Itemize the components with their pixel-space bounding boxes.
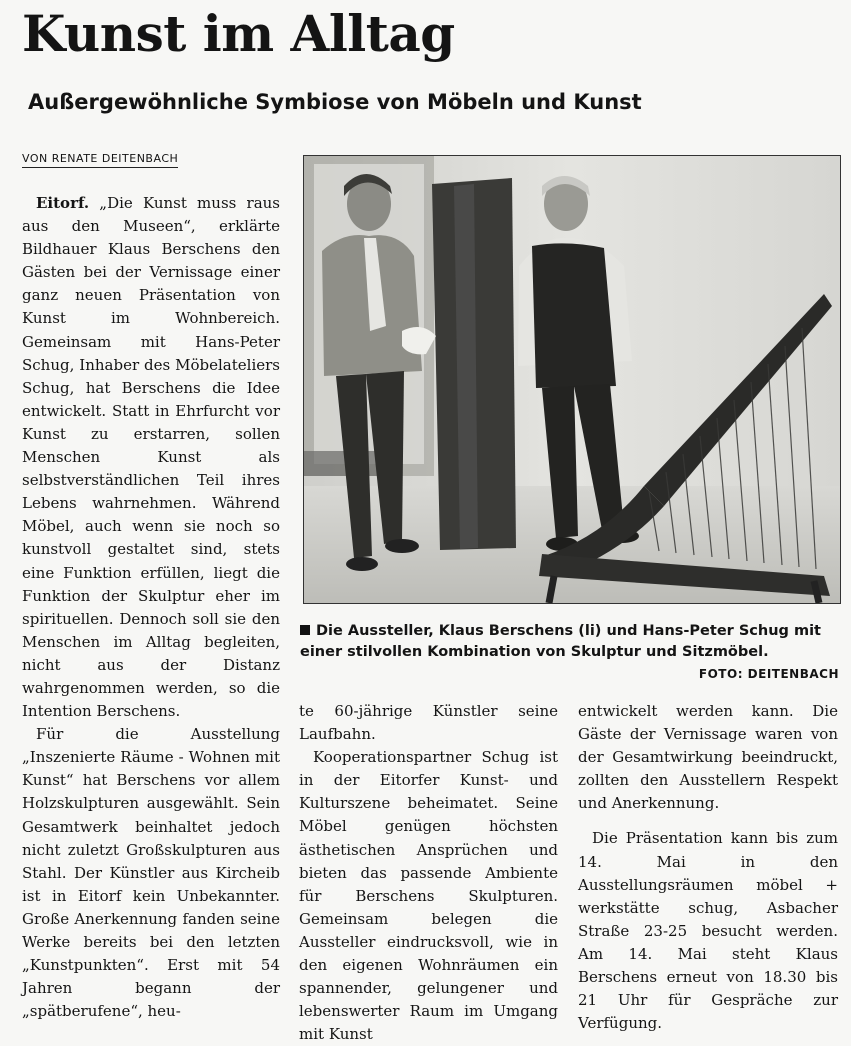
paragraph-text: „Die Kunst muss raus aus den Museen“, erklärte Bildhauer Klaus Berschens den Gästen bei der Vernissage einer ganz neuen Präsentation von Kunst im Wohnbereich. Gemeinsam mit Hans-Peter Schug, Inhaber des Möbelateliers Schug, hat Berschens die Idee entwickelt. Statt in Ehrfurcht vor Kunst zu erstarren, sollen Menschen Kunst als selbstverständlichen Teil ihres Lebens wahrnehmen. Während Möbel, auch wenn sie noch so kunstvoll gestaltet sind, stets eine Funktion erfüllen, liegt die Funktion der Skulptur eher im spirituellen. Dennoch soll sie den Menschen im Alltag begleiten, nicht aus der Distanz wahrgenommen werden, so die Intention Berschens. xyxy=(22,194,280,721)
article-photo xyxy=(303,155,841,604)
article-paragraph: entwickelt werden kann. Die Gäste der Vernissage waren von der Gesamtwirkung beeindruckt, zollten den Ausstellern Respekt und Anerkennung. xyxy=(578,702,838,813)
article-paragraph: Für die Ausstellung „Inszenierte Räume - Wohnen mit Kunst“ hat Berschens vor allem Holzskulpturen ausgewählt. Sein Gesamtwerk beinhaltet jedoch nicht zuletzt Großskulpturen aus Stahl. Der Künstler aus Kircheib ist in Eitorf kein Unbekannter. Große Anerkennung fanden seine Werke bereits bei den letzten „Kunstpunkten“. Erst mit 54 Jahren begann der „spätberufene“, heu- xyxy=(22,725,280,1021)
article-paragraph xyxy=(22,192,280,723)
subheadline: Außergewöhnliche Symbiose von Möbeln und Kunst xyxy=(28,90,642,114)
article-column-1 xyxy=(22,192,280,1023)
dateline: Eitorf. xyxy=(36,194,90,212)
article-column-3 xyxy=(578,700,838,1035)
article-column-2 xyxy=(299,700,558,1046)
article-paragraph: te 60-jährige Künstler seine Laufbahn. xyxy=(299,702,558,744)
headline: Kunst im Alltag xyxy=(22,4,455,63)
article-paragraph: Kooperationspartner Schug ist in der Eitorfer Kunst- und Kulturszene beheimatet. Seine Möbel genügen höchsten ästhetischen Ansprüchen und bieten das passende Ambiente für Berschens Skulpturen. Gemeinsam belegen die Aussteller eindrucksvoll, wie in den eigenen Wohnräumen ein spannender, gelungener und lebenswerter Raum im Umgang mit Kunst xyxy=(299,748,558,1044)
article-paragraph: Die Präsentation kann bis zum 14. Mai in den Ausstellungsräumen möbel + werkstätte schug, Asbacher Straße 23-25 besucht werden. Am 14. Mai steht Klaus Berschens erneut von 18.30 bis 21 Uhr für Gespräche zur Verfügung. xyxy=(578,829,838,1033)
photo-credit: FOTO: DEITENBACH xyxy=(698,667,839,681)
photo-caption xyxy=(300,621,840,663)
caption-bullet-icon xyxy=(300,625,310,635)
caption-text: Die Aussteller, Klaus Berschens (li) und Hans-Peter Schug mit einer stilvollen Kombination von Skulptur und Sitzmöbel. xyxy=(300,623,821,660)
byline: VON RENATE DEITENBACH xyxy=(22,152,178,168)
